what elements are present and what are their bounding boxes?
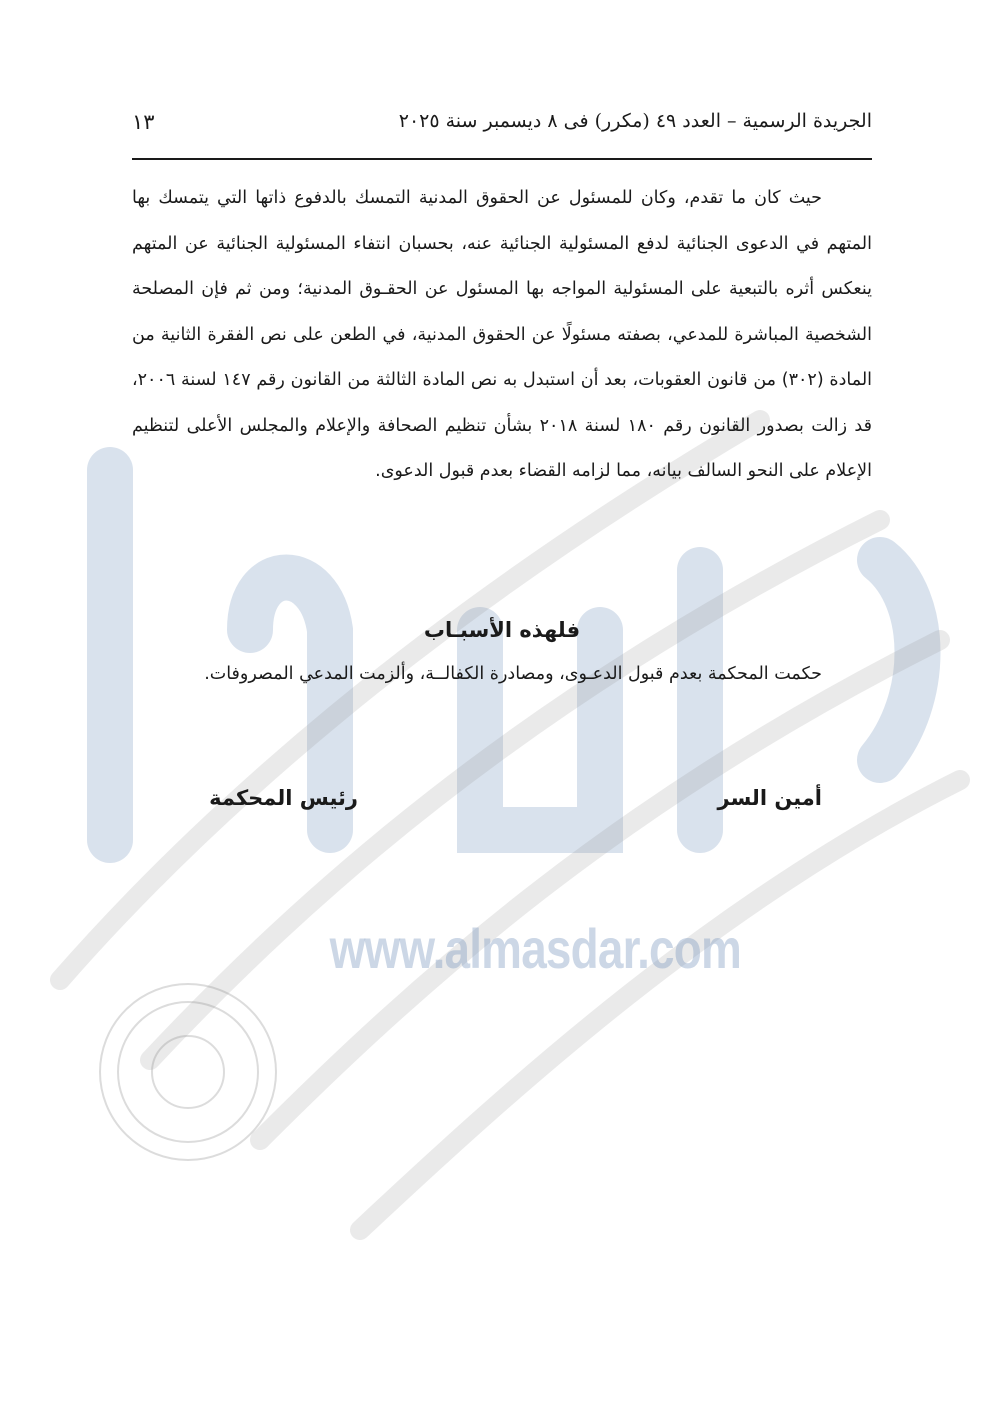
- page-number: ١٣: [132, 110, 155, 134]
- verdict-paragraph: حكمت المحكمة بعدم قبول الدعـوى، ومصادرة الكفالــة، وألزمت المدعي المصروفات.: [204, 664, 822, 684]
- gazette-title: الجريدة الرسمية – العدد ٤٩ (مكرر) فى ٨ ديسمبر سنة ٢٠٢٥: [398, 110, 872, 132]
- header-divider: [132, 158, 872, 160]
- section-heading: فلهذه الأسبـاب: [423, 618, 581, 642]
- reasoning-paragraph: حيث كان ما تقدم، وكان للمسئول عن الحقوق المدنية التمسك بالدفوع ذاتها التي يتمسك بها المتهم في الدعوى الجنائية لدفع المسئولية الجنائية عنه، بحسبان انتفاء المسئولية الجنائية عن المتهم ينعكس أثره بالتبعية على المسئولية المواجه بها المسئول عن الحقـوق المدنية؛ ومن ثم فإن المصلحة الشخصية المباشرة للمدعي، بصفته مسئولًا عن الحقوق المدنية، في الطعن على نص الفقرة الثانية من المادة (٣٠٢) من قانون العقوبات، بعد أن استبدل به نص المادة الثالثة من القانون رقم ١٤٧ لسنة ٢٠٠٦، قد زالت بصدور القانون رقم ١٨٠ لسنة ٢٠١٨ بشأن تنظيم الصحافة والإعلام والمجلس الأعلى لتنظيم الإعلام على النحو السالف بيانه، مما لزامه القضاء بعدم قبول الدعوى.: [132, 188, 873, 481]
- signature-secretary: أمين السر: [717, 786, 822, 810]
- page-header: [132, 104, 872, 144]
- signature-president: رئيس المحكمة: [209, 786, 358, 810]
- body-section: [132, 176, 872, 495]
- verdict-section: [132, 652, 872, 698]
- watermark-url: www.almasdar.com: [329, 917, 741, 980]
